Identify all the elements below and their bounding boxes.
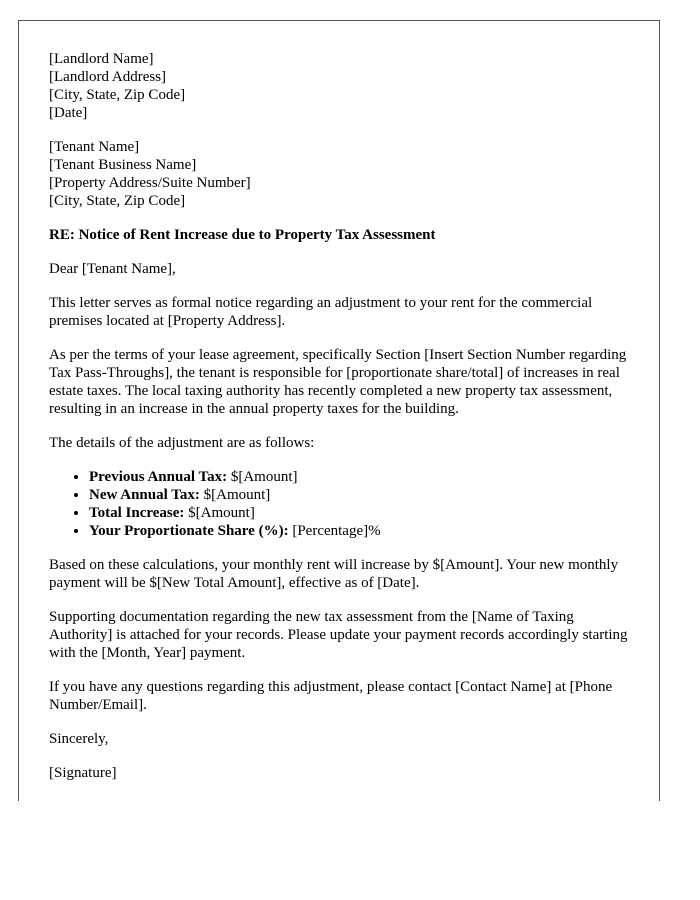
subject-line: RE: Notice of Rent Increase due to Property Tax Assessment bbox=[49, 227, 436, 243]
detail-value: $[Amount] bbox=[227, 469, 298, 485]
landlord-name: [Landlord Name] bbox=[49, 51, 154, 67]
detail-label: New Annual Tax: bbox=[89, 487, 200, 503]
documentation-paragraph: Supporting documentation regarding the new tax assessment from the [Name of Taxing Authority] is attached for your records. Please update your payment records accordingly starting with the [Month, Year] payment. bbox=[49, 609, 628, 661]
detail-label: Total Increase: bbox=[89, 505, 185, 521]
letter-page bbox=[18, 20, 660, 801]
letter-content bbox=[49, 50, 639, 798]
landlord-city-state-zip: [City, State, Zip Code] bbox=[49, 87, 186, 103]
list-item bbox=[89, 468, 639, 486]
detail-label: Previous Annual Tax: bbox=[89, 469, 228, 485]
lease-terms-paragraph: As per the terms of your lease agreement, specifically Section [Insert Section Number regarding Tax Pass-Throughs], the tenant is responsible for [proportionate share/total] of increases in real estate taxes. The local taxing authority has recently completed a new property tax assessment, resulting in an increase in the annual property taxes for the building. bbox=[49, 347, 627, 417]
list-item bbox=[89, 486, 639, 504]
calculation-paragraph: Based on these calculations, your monthly rent will increase by $[Amount]. Your new monthly payment will be $[New Total Amount], effective as of [Date]. bbox=[49, 557, 619, 591]
detail-label: Your Proportionate Share (%): bbox=[89, 523, 289, 539]
signature: [Signature] bbox=[49, 765, 117, 781]
detail-value: $[Amount] bbox=[199, 487, 271, 503]
tenant-business-name: [Tenant Business Name] bbox=[49, 157, 197, 173]
adjustment-details-list bbox=[49, 468, 639, 540]
sender-block bbox=[49, 50, 639, 122]
detail-value: [Percentage]% bbox=[288, 523, 381, 539]
tenant-name: [Tenant Name] bbox=[49, 139, 140, 155]
list-item bbox=[89, 504, 639, 522]
closing: Sincerely, bbox=[49, 731, 109, 747]
details-intro-paragraph: The details of the adjustment are as follows: bbox=[49, 435, 315, 451]
landlord-address: [Landlord Address] bbox=[49, 69, 167, 85]
letter-date: [Date] bbox=[49, 105, 88, 121]
intro-paragraph: This letter serves as formal notice regarding an adjustment to your rent for the commercial premises located at [Property Address]. bbox=[49, 295, 593, 329]
salutation: Dear [Tenant Name], bbox=[49, 261, 176, 277]
recipient-block bbox=[49, 138, 639, 210]
tenant-city-state-zip: [City, State, Zip Code] bbox=[49, 193, 186, 209]
questions-paragraph: If you have any questions regarding this adjustment, please contact [Contact Name] at [Phone Number/Email]. bbox=[49, 679, 613, 713]
detail-value: $[Amount] bbox=[184, 505, 255, 521]
property-address: [Property Address/Suite Number] bbox=[49, 175, 251, 191]
list-item bbox=[89, 522, 639, 540]
